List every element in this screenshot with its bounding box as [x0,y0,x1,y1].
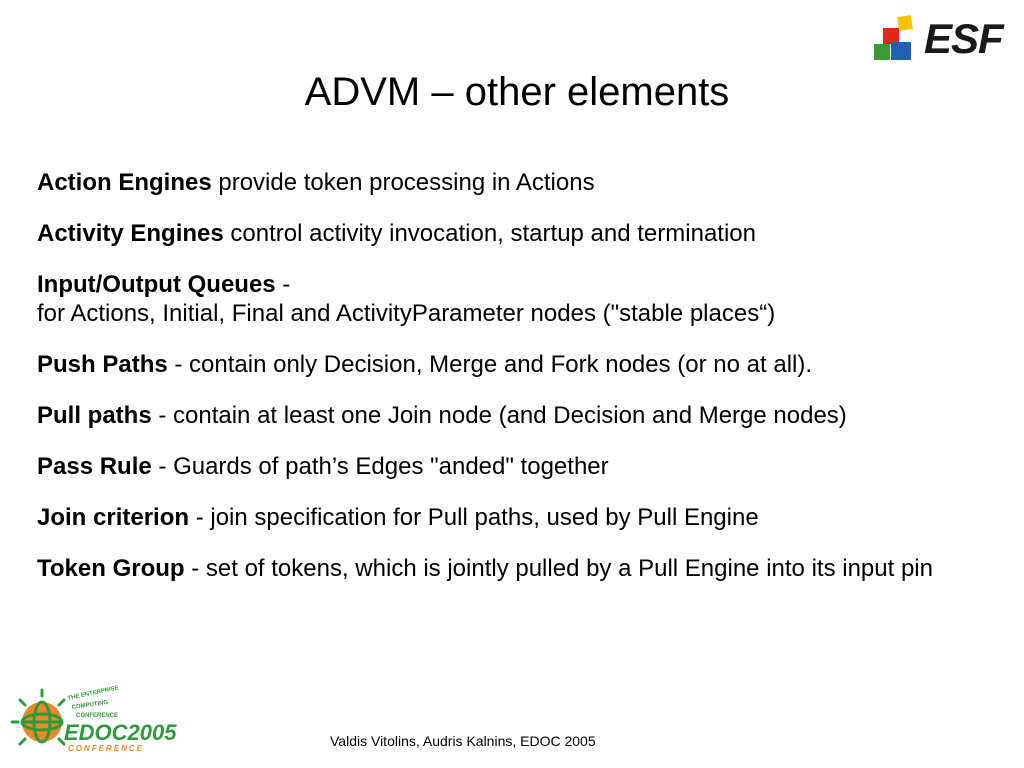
list-item-pass-rule [37,452,1012,481]
item-term: Action Engines [37,169,212,196]
item-text: - contain only Decision, Merge and Fork nodes (or no at all). [167,351,813,378]
item-term: Token Group [37,555,185,582]
item-term: Pull paths [37,402,152,429]
svg-text:CONFERENCE: CONFERENCE [76,713,119,719]
list-item-action-engines [37,168,1012,197]
item-text: - join specification for Pull paths, used by Pull Engine [189,504,759,531]
item-text: - contain at least one Join node (and Decision and Merge nodes) [151,402,847,429]
item-term: Activity Engines [37,220,224,247]
edoc-logo-subtext: CONFERENCE [68,744,145,753]
list-item-pull-paths [37,401,1012,430]
list-item-io-queues [37,270,1012,328]
slide-footer: Valdis Vitolins, Audris Kalnins, EDOC 2005 [330,733,596,749]
svg-text:COMPUTING: COMPUTING [71,699,109,711]
item-text: - [275,271,291,298]
svg-text:THE ENTERPRISE: THE ENTERPRISE [67,685,120,702]
item-term: Push Paths [37,351,168,378]
item-term: Join criterion [37,504,190,531]
list-item-token-group [37,554,1012,583]
item-text: - set of tokens, which is jointly pulled by a Pull Engine into its input pin [184,555,933,582]
edoc-conference-logo [8,684,178,756]
list-item-join-criterion [37,503,1012,532]
slide-content [37,168,1012,605]
slide-title: ADVM – other elements [304,70,730,114]
edoc-logo-text: EDOC2005 [64,720,177,745]
item-text: provide token processing in Actions [211,169,595,196]
item-text: - Guards of path’s Edges "anded" together [151,453,609,480]
item-text-continued: for Actions, Initial, Final and ActivityParameter nodes ("stable places“) [37,300,776,327]
globe-icon [12,690,64,744]
esf-logo-text: ESF [924,15,1003,62]
list-item-push-paths [37,350,1012,379]
item-term: Pass Rule [37,453,152,480]
item-text: control activity invocation, startup and termination [223,220,756,247]
list-item-activity-engines [37,219,1012,248]
item-term: Input/Output Queues [37,271,276,298]
